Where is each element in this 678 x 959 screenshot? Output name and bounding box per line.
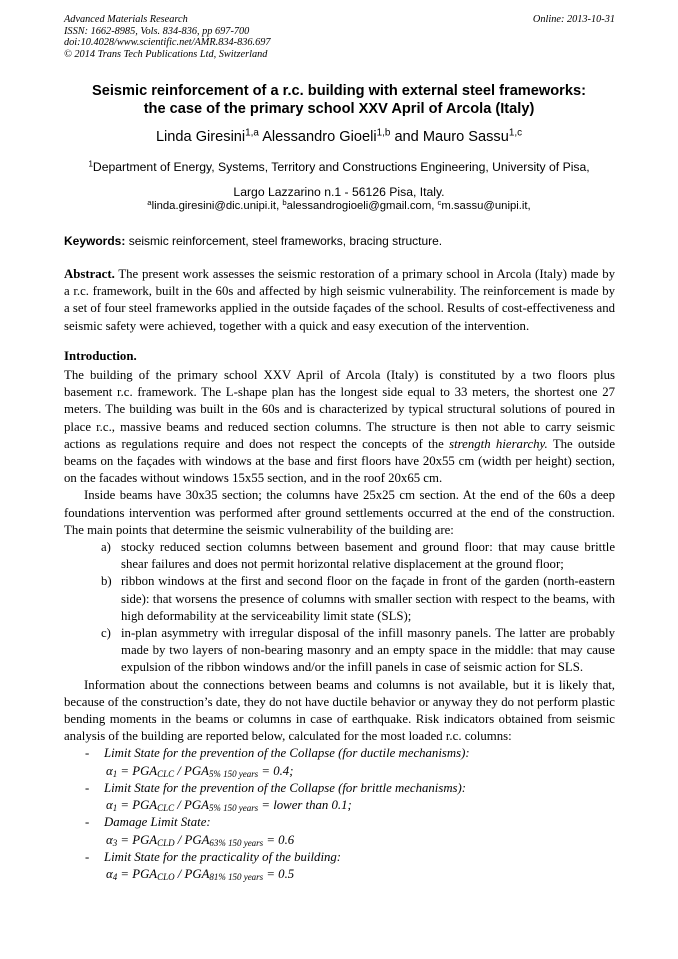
paper-title (40, 82, 638, 118)
pga: PGA (132, 832, 158, 847)
author-conjunction: and (394, 129, 419, 145)
intro-paragraph-3: Information about the connections between beams and columns is not available, but it is likely that, because of the construction’s date, they do not have ductile behavior or anyway they do not perform plastic bending moments in the beams or columns in case of earthquake. Risk indicators obtained from seismic analysis of the building are reported below, calculated for the most loaded r.c. columns: (64, 677, 615, 744)
equals: = (120, 798, 130, 813)
alpha-index: 1 (112, 803, 118, 814)
keywords-label: Keywords: (64, 234, 126, 248)
section-heading-introduction: Introduction. (64, 348, 137, 363)
copyright-line: © 2014 Trans Tech Publications Ltd, Switzerland (64, 48, 268, 60)
abstract-paragraph (64, 266, 615, 335)
affiliation-line-2: Largo Lazzarino n.1 - 56126 Pisa, Italy. (233, 185, 445, 199)
email-sup: c (437, 197, 442, 207)
list-item (64, 573, 615, 625)
formula-result: = 0.6 (266, 832, 295, 847)
email-list (40, 197, 638, 212)
formula-result: = 0.4; (261, 763, 294, 778)
online-date: Online: 2013-10-31 (532, 14, 615, 25)
doi-line: doi:10.4028/www.scientific.net/AMR.834-836.697 (64, 37, 271, 49)
intro-paragraph-2: Inside beams have 30x35 section; the columns have 25x25 cm section. At the end of the 60s a deep foundations intervention was performed after ground settlements occurred at the end of the construction. The main points that determine the seismic vulnerability of the building are: (64, 488, 615, 537)
alpha-symbol: α (106, 832, 113, 847)
author-affil-sup: 1,b (376, 127, 391, 139)
intro-paragraph-1 (64, 367, 615, 487)
abstract-label: Abstract. (64, 267, 115, 281)
alpha-symbol: α (106, 866, 113, 881)
list-item-text: stocky reduced section columns between basement and ground floor: that may cause brittle shear failures and does not permit horizontal relative displacement at the ground floor; (121, 540, 615, 572)
author-list (40, 129, 638, 145)
pga: PGA (132, 866, 158, 881)
journal-header (64, 14, 271, 60)
keywords-text: seismic reinforcement, steel frameworks, bracing structure. (128, 234, 443, 248)
pga-sub: 5% 150 years (208, 803, 259, 814)
abstract-text: The present work assesses the seismic restoration of a primary school in Arcola (Italy) made by a r.c. framework, built in the 60s and affected by high seismic vulnerability. The reinforcement is made by a set of four steel frameworks applied in the outside façades of the school. Results of cost-effectiveness and seismic safety were achieved, together with a quick and easy execution of the intervention. (64, 267, 616, 333)
alpha-symbol: α (106, 763, 113, 778)
email-link[interactable]: linda.giresini@dic.unipi.it, (151, 200, 280, 212)
alpha-index: 3 (112, 837, 118, 848)
formula-result: = 0.5 (266, 866, 295, 881)
equals: = (120, 832, 130, 847)
author-affil-sup: 1,a (245, 127, 259, 139)
intro-text: The outside beams on the façades with windows at the base and first floors have 20x55 cm (width per height) section, on the facades without windows 15x55 section, and in the roof 20x65 cm. (64, 436, 616, 486)
list-item-text: ribbon windows at the first and second floor on the façade in front of the garden (north-eastern side): that worsens the presence of columns with smaller section with respect to the beams, with high deformability at the serviceability limit state (SLS); (121, 574, 615, 623)
affiliation-sup: 1 (88, 158, 93, 169)
formula-result: = lower than 0.1; (261, 798, 352, 813)
equals: = (120, 763, 130, 778)
pga: PGA (132, 798, 158, 813)
risk-title-text: Limit State for the practicality of the building: (104, 849, 342, 864)
intro-text: The building of the primary school XXV April of Arcola (Italy) is constituted by a two floors plus basement r.c. framework. The L-shape plan has the longest side equal to 33 meters, the shortest one 27 meters. The building was built in the 60s and is characterized by typical structural solutions of poured in place r.c., massive beams and reduced section columns. The structure is then not able to carry seismic actions as regulations require and does not respect the concepts of the (64, 368, 615, 451)
slash: / (177, 866, 182, 881)
risk-title-text: Damage Limit State: (104, 815, 211, 830)
risk-indicator-title (64, 849, 615, 866)
title-line-1: Seismic reinforcement of a r.c. building with external steel frameworks: (92, 83, 586, 99)
issn-line: ISSN: 1662-8985, Vols. 834-836, pp 697-700 (64, 25, 250, 37)
risk-formula (64, 832, 615, 849)
pga: PGA (132, 763, 158, 778)
risk-title-text: Limit State for the prevention of the Collapse (for ductile mechanisms): (104, 746, 470, 761)
pga-sub: CLC (157, 803, 175, 814)
pga: PGA (184, 832, 210, 847)
slash: / (177, 798, 181, 813)
risk-formula (64, 797, 615, 814)
author-name: Mauro Sassu (422, 129, 509, 145)
risk-indicator-title (64, 780, 615, 797)
author-affil-sup: 1,c (508, 127, 523, 139)
author-name: Linda Giresini (155, 129, 246, 145)
risk-indicator-title (64, 745, 615, 762)
pga-sub: 63% 150 years (209, 837, 264, 848)
keywords (64, 234, 442, 248)
paper-body (64, 266, 615, 883)
email-sup: a (147, 197, 152, 207)
pga-sub: CLO (157, 872, 175, 883)
email-link[interactable]: alessandrogioeli@gmail.com, (286, 200, 435, 212)
bullet-dash: - (85, 815, 90, 830)
pga-sub: CLD (157, 837, 175, 848)
list-item-label: a) (101, 540, 111, 555)
pga: PGA (184, 866, 210, 881)
pga: PGA (184, 763, 209, 778)
slash: / (177, 832, 182, 847)
risk-formula (64, 866, 615, 883)
title-line-2: the case of the primary school XXV April of Arcola (Italy) (143, 101, 535, 117)
alpha-index: 1 (112, 768, 118, 779)
author-name: Alessandro Gioeli (262, 129, 377, 145)
pga-sub: 81% 150 years (209, 872, 264, 883)
pga: PGA (184, 798, 209, 813)
journal-name: Advanced Materials Research (64, 14, 188, 25)
pga-sub: 5% 150 years (208, 768, 259, 779)
affiliation (40, 155, 638, 205)
bullet-dash: - (85, 746, 90, 761)
slash: / (177, 763, 181, 778)
risk-title-text: Limit State for the prevention of the Collapse (for brittle mechanisms): (104, 780, 467, 795)
email-sup: b (282, 197, 287, 207)
list-item (64, 539, 615, 573)
risk-formula (64, 763, 615, 780)
list-item-label: b) (101, 574, 112, 589)
pga-sub: CLC (157, 768, 175, 779)
email-link[interactable]: m.sassu@unipi.it, (441, 200, 531, 212)
equals: = (120, 866, 130, 881)
bullet-dash: - (85, 849, 90, 864)
emphasis-text: strength hierarchy. (449, 436, 548, 451)
alpha-symbol: α (106, 798, 113, 813)
list-item-label: c) (101, 626, 111, 641)
list-item-text: in-plan asymmetry with irregular disposal of the infill masonry panels. The latter are probably made by two layers of non-bearing masonry and an empty space in the middle: that may cause expulsion of the ribbon windows and/or the infill panels in case of seismic action for SLS. (121, 626, 615, 675)
bullet-dash: - (85, 780, 90, 795)
alpha-index: 4 (112, 872, 118, 883)
list-item (64, 625, 615, 677)
risk-indicator-title (64, 814, 615, 831)
affiliation-line-1: Department of Energy, Systems, Territory and Constructions Engineering, University of Pisa, (92, 160, 590, 174)
